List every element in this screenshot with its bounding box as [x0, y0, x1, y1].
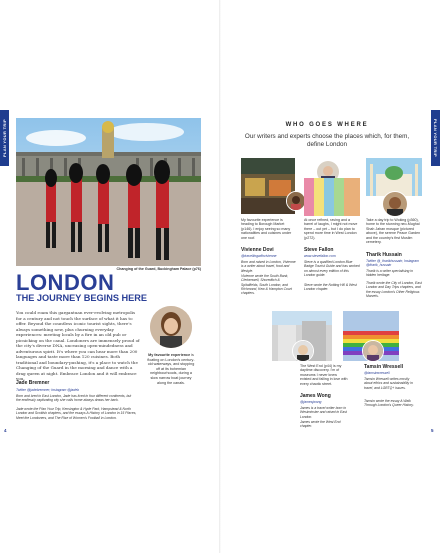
writer-chapters-james: James wrote the West End chapter.	[300, 420, 341, 429]
author-chapters: Jade wrote the Plan Your Trip, Kensington & Hyde Park, Hampstead & North London and Scottish chapters, and the essays A History of London in 15 Places, Meet the Londoners, and The Rise of Women's Football in London.	[16, 407, 137, 420]
writer-portrait-vivienne	[286, 191, 306, 211]
writer-social-vivienne: @travellingwithvivienne	[241, 254, 277, 258]
writer-social-tharik: Twitter @_tharikhussain; Instagram @tharik_hussain	[366, 259, 420, 267]
writer-chapters-vivienne: Vivienne wrote the South Bank, Clerkenwell, Shoreditch & Spitalfields, South London, and Richmond, Kew & Hampton Court chapters.	[241, 274, 292, 296]
writer-bio-james: James is a travel writer born in Westminster and raised in East London.	[300, 406, 347, 419]
author-social: Twitter @jadebremner; Instagram @jadeb	[16, 388, 79, 392]
writer-social-steve: www.stevefallon.com	[304, 254, 336, 258]
writer-portrait-james	[292, 340, 314, 362]
writer-name-tamsin: Tamsin Wressell	[364, 364, 403, 370]
page-number-left: 4	[4, 428, 7, 433]
plan-your-trip-tab-right: PLAN YOUR TRIP	[431, 110, 440, 166]
writer-social-tamsin: @tamsinwressell	[364, 371, 390, 375]
writer-social-james: @jamesjwong	[300, 400, 322, 404]
writer-portrait-tamsin	[362, 340, 384, 362]
author-name: Jade Bremner	[16, 380, 50, 386]
writer-chapters-tharik: Tharik wrote the City of London, East London and Day Trips chapters, and the essay London's Other Religious Marvels.	[366, 281, 422, 298]
author-bio: Born and bred in East London, Jade has lived in four different continents, but the endlessly captivating city she calls home always draws her back.	[16, 394, 132, 403]
writer-quote-steve: At once refined, raving and a barrel of laughs, I might not move there – out yet – but I do plan to spend more time in West London (p272).	[304, 218, 358, 240]
photo-west-london	[304, 178, 360, 216]
intro-paragraph: You could roam this gargantuan ever-evolving metropolis for a century and not touch the surface of what it has to offer. Beyond the countless iconic tourist sights, there's always something new, plus churning everyday experiences: meeting locals by a fire in an old pub or picnicking on the canal. Londoners are immensely proud of the city's diverse DNA, unceasing open-mindedness and adventurous spirit. It's where you can hear more than 200 languages and taste more than 120 cuisines. Both traditional and boundary-pushing, it's a place to watch the Changing of the Guard in the morning and dance with a drag queen at night. Embrace London and it will embrace you.	[16, 310, 140, 381]
writer-name-tharik: Tharik Hussain	[366, 252, 402, 258]
writer-chapters-tamsin: Tamsin wrote the essay A Walk Through London's Queer History.	[364, 399, 414, 408]
writer-bio-tamsin: Tamsin Wressell writes mostly about ethics and sustainability in travel, and LGBTQ+ issues.	[364, 377, 413, 390]
writer-quote-vivienne: My favourite experience is heading to Borough Market (p146). I enjoy seeing so many nationalities and cuisines under one roof.	[241, 218, 292, 240]
writer-bio-tharik: Tharik is a writer specialising in hidden heritage.	[366, 269, 413, 278]
writer-name-vivienne: Vivienne Dovi	[241, 247, 274, 253]
plan-your-trip-tab-left: PLAN YOUR TRIP	[0, 110, 9, 166]
writer-bio-steve: Steve is a qualified London Blue Badge Tourist Guide and has worked on almost every edition of this London guide.	[304, 260, 360, 277]
page-gutter	[219, 0, 221, 553]
writer-name-james: James Wong	[300, 393, 331, 399]
hero-photo-changing-of-the-guard	[16, 118, 201, 266]
writer-quote-james: The West End (p44) is my daytime discovery. I'm of museums I never knew existed and falling in love with every chaotic street.	[300, 364, 348, 386]
quote-text: is floating on London's century-old waterways, and stopping off at its bohemian neighbourhoods, during a slow narrow boat journey along the canals.	[147, 353, 195, 385]
writer-quote-tharik: Take a day trip to Woking (p360), home to the stunning neo-Mughal Shah Jahan mosque (pictured above), the serene Peace Garden and the country's first Muslim cemetery.	[366, 218, 421, 245]
writer-name-steve: Steve Fallon	[304, 247, 334, 253]
author-quote	[146, 353, 196, 385]
page-number-right: 5	[431, 428, 434, 433]
quote-lead: My favourite experience	[148, 353, 191, 357]
writer-chapters-steve: Steve wrote the Notting Hill & West London chapter.	[304, 283, 357, 292]
page-title: LONDON	[16, 270, 115, 295]
who-goes-where-subheading: Our writers and experts choose the places which, for them, define London	[244, 133, 410, 148]
hero-caption: Changing of the Guard, Buckingham Palace (p76)	[116, 267, 201, 271]
writer-bio-vivienne: Born and raised in London, Vivienne is a writer about travel, food and lifestyle.	[241, 260, 296, 273]
writer-portrait-tharik	[382, 191, 408, 217]
who-goes-where-heading: WHO GOES WHERE	[285, 122, 369, 128]
author-portrait-jade	[150, 306, 192, 348]
page-subtitle: THE JOURNEY BEGINS HERE	[16, 293, 148, 303]
